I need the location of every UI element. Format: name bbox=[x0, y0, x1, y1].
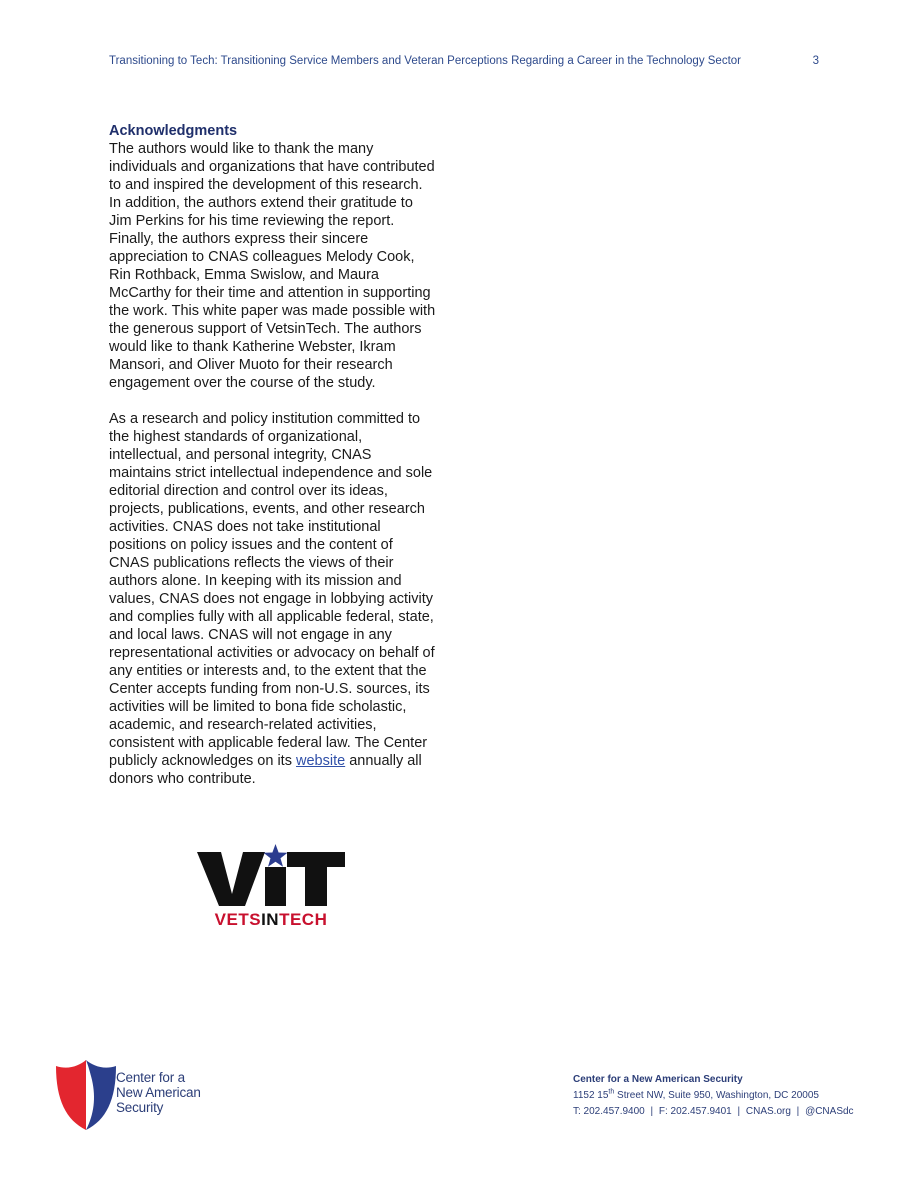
vit-tagline-tech: TECH bbox=[279, 910, 328, 929]
footer-website-link[interactable]: CNAS.org bbox=[745, 1106, 791, 1117]
wordmark-line-1: Center for a bbox=[116, 1070, 185, 1085]
acknowledgments-section bbox=[109, 122, 437, 788]
paragraph-spacer bbox=[109, 392, 437, 410]
footer-org-name: Center for a New American Security bbox=[573, 1074, 743, 1085]
running-title: Transitioning to Tech: Transitioning Service Members and Veteran Perceptions Regarding a Career in the Technology Sector bbox=[109, 55, 742, 67]
footer-contact-line: T: 202.457.9400 | F: 202.457.9401 | CNAS.org | @CNASdc bbox=[573, 1106, 854, 1117]
svg-text:VETSINTECH bbox=[215, 910, 328, 929]
cnas-wordmark bbox=[116, 1070, 201, 1115]
independence-paragraph bbox=[109, 410, 437, 788]
footer-social-handle[interactable]: @CNASdc bbox=[805, 1106, 854, 1117]
footer-contact-block bbox=[573, 1072, 854, 1120]
independence-text: As a research and policy institution committed to the highest standards of organizational, intellectual, and personal integrity, CNAS maintains strict intellectual independence and sole editorial direction and control over its ideas, projects, publications, events, and other research activities. CNAS does not take institutional positions on policy issues and the content of CNAS publications reflects the views of their authors alone. In keeping with its mission and values, CNAS does not engage in lobbying activity and complies fully with all applicable federal, state, and local laws. CNAS will not engage in any representational activities or advocacy on behalf of any entities or interests and, to the extent that the Center accepts funding from non-U.S. sources, its activities will be limited to bona fide scholastic, academic, and research-related activities, consistent with applicable federal law. The Center publicly acknowledges on its bbox=[109, 411, 435, 769]
vit-tagline-in: IN bbox=[261, 910, 280, 929]
vit-tagline-vets: VETS bbox=[214, 910, 262, 929]
acknowledgments-paragraph: The authors would like to thank the many individuals and organizations that have contributed to and inspired the development of this research. In addition, the authors extend their gratitude to Jim Perkins for his time reviewing the report. Finally, the authors express their sincere appreciation to CNAS colleagues Melody Cook, Rin Rothback, Emma Swislow, and Maura McCarthy for their time and attention in supporting the work. This white paper was made possible with the generous support of VetsinTech. The authors would like to thank Katherine Webster, Ikram Mansori, and Oliver Muoto for their research engagement over the course of the study. bbox=[109, 141, 436, 391]
website-link[interactable]: website bbox=[296, 753, 346, 769]
wordmark-line-3: Security bbox=[116, 1100, 164, 1115]
wordmark-line-2: New American bbox=[116, 1085, 201, 1100]
vetsintech-logo-icon bbox=[195, 842, 350, 932]
footer-address: 1152 15th Street NW, Suite 950, Washington, DC 20005 bbox=[573, 1088, 819, 1101]
section-heading: Acknowledgments bbox=[109, 123, 238, 139]
address-superscript: th bbox=[608, 1088, 615, 1096]
independence-text-end: annually all donors who contribute. bbox=[109, 753, 422, 787]
page-number: 3 bbox=[812, 55, 819, 67]
footer-fax: F: 202.457.9401 bbox=[658, 1106, 732, 1117]
footer-phone: T: 202.457.9400 bbox=[573, 1106, 645, 1117]
running-header bbox=[109, 55, 819, 67]
